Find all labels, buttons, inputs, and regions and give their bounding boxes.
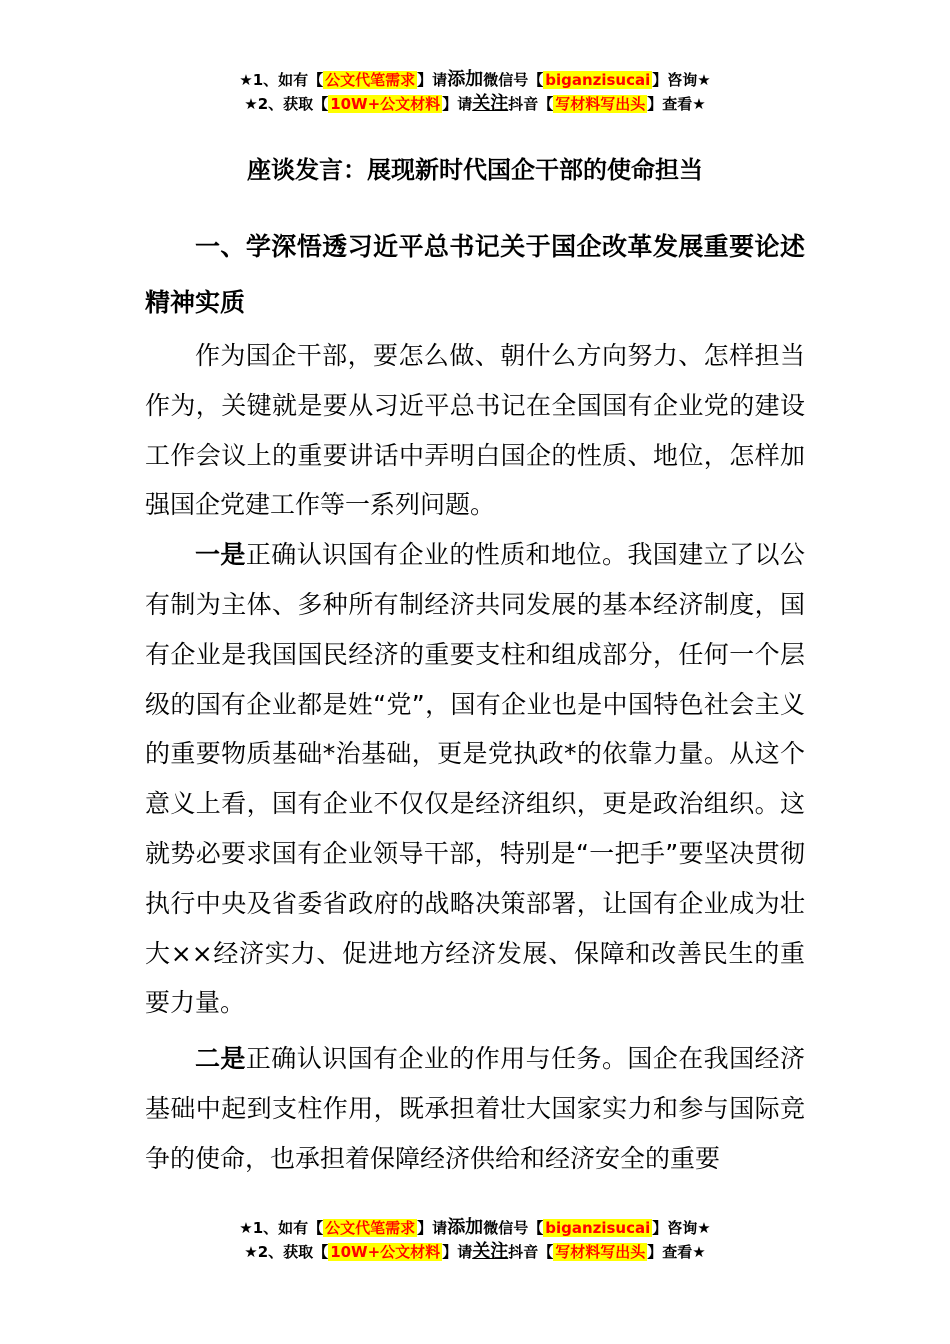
- promo-banner-top: [0, 68, 950, 116]
- promo-banner-bottom: [0, 1216, 950, 1264]
- promo-emphasis: 添加: [447, 69, 484, 90]
- promo-line-2: [0, 1240, 950, 1264]
- paragraph-text: 正确认识国有企业的性质和地位。我国建立了以公有制为主体、多种所有制经济共同发展的基本经济制度，国有企业是我国国民经济的重要支柱和组成部分，任何一个层级的国有企业都是姓“党”，国有企业也是中国特色社会主义的重要物质基础*治基础，更是党执政*的依靠力量。从这个意义上看，国有企业不仅仅是经济组织，更是政治组织。这就势必要求国有企业领导干部，特别是“一把手”要坚决贯彻执行中央及省委省政府的战略决策部署，让国有企业成为壮大××经济实力、促进地方经济发展、保障和改善民生的重要力量。: [145, 540, 805, 1018]
- paragraph: [145, 1034, 805, 1183]
- promo-text: 】咨询★: [652, 71, 711, 89]
- paragraph-text: 作为国企干部，要怎么做、朝什么方向努力、怎样担当作为，关键就是要从习近平总书记在全国国有企业党的建设工作会议上的重要讲话中弄明白国企的性质、地位，怎样加强国企党建工作等一系列问题。: [145, 341, 805, 520]
- promo-text: 抖音【: [508, 95, 554, 113]
- promo-emphasis: 关注: [472, 93, 509, 114]
- promo-emphasis: 关注: [472, 1241, 509, 1262]
- promo-text: ★1、如有【: [239, 1219, 324, 1237]
- promo-line-1: [0, 1216, 950, 1240]
- document-title: 座谈发言：展现新时代国企干部的使命担当: [247, 156, 703, 184]
- highlight-materials: 10W+公文材料: [330, 1243, 441, 1261]
- highlight-wechat-id: biganzisucai: [545, 71, 651, 89]
- promo-text: 】请: [417, 71, 448, 89]
- promo-text: ★2、获取【: [244, 1243, 329, 1261]
- section-heading: 一、学深悟透习近平总书记关于国企改革发展重要论述精神实质: [145, 232, 805, 317]
- promo-text: 】请: [442, 1243, 473, 1261]
- promo-text: 微信号【: [483, 1219, 544, 1237]
- promo-text: 抖音【: [508, 1243, 554, 1261]
- promo-emphasis: 添加: [447, 1217, 484, 1238]
- promo-line-1: [0, 68, 950, 92]
- promo-text: 】请: [417, 1219, 448, 1237]
- paragraph: [145, 331, 805, 530]
- highlight-wechat-id: biganzisucai: [545, 1219, 651, 1237]
- highlight-materials: 10W+公文材料: [330, 95, 441, 113]
- promo-text: 】查看★: [647, 95, 706, 113]
- document-body: [145, 219, 805, 1184]
- paragraph: [145, 530, 805, 1028]
- promo-text: 】查看★: [647, 1243, 706, 1261]
- highlight-service: 公文代笔需求: [325, 1219, 416, 1237]
- highlight-service: 公文代笔需求: [325, 71, 416, 89]
- promo-text: ★2、获取【: [244, 95, 329, 113]
- paragraph-text: 正确认识国有企业的作用与任务。国企在我国经济基础中起到支柱作用，既承担着壮大国家实力和参与国际竞争的使命，也承担着保障经济供给和经济安全的重要: [145, 1044, 805, 1173]
- promo-text: 】请: [442, 95, 473, 113]
- paragraph-lead: 一是: [195, 540, 246, 570]
- highlight-douyin-account: 写材料写出头: [555, 95, 646, 113]
- promo-text: 】咨询★: [652, 1219, 711, 1237]
- highlight-douyin-account: 写材料写出头: [555, 1243, 646, 1261]
- promo-text: ★1、如有【: [239, 71, 324, 89]
- promo-line-2: [0, 92, 950, 116]
- paragraph-lead: 二是: [195, 1044, 246, 1074]
- promo-text: 微信号【: [483, 71, 544, 89]
